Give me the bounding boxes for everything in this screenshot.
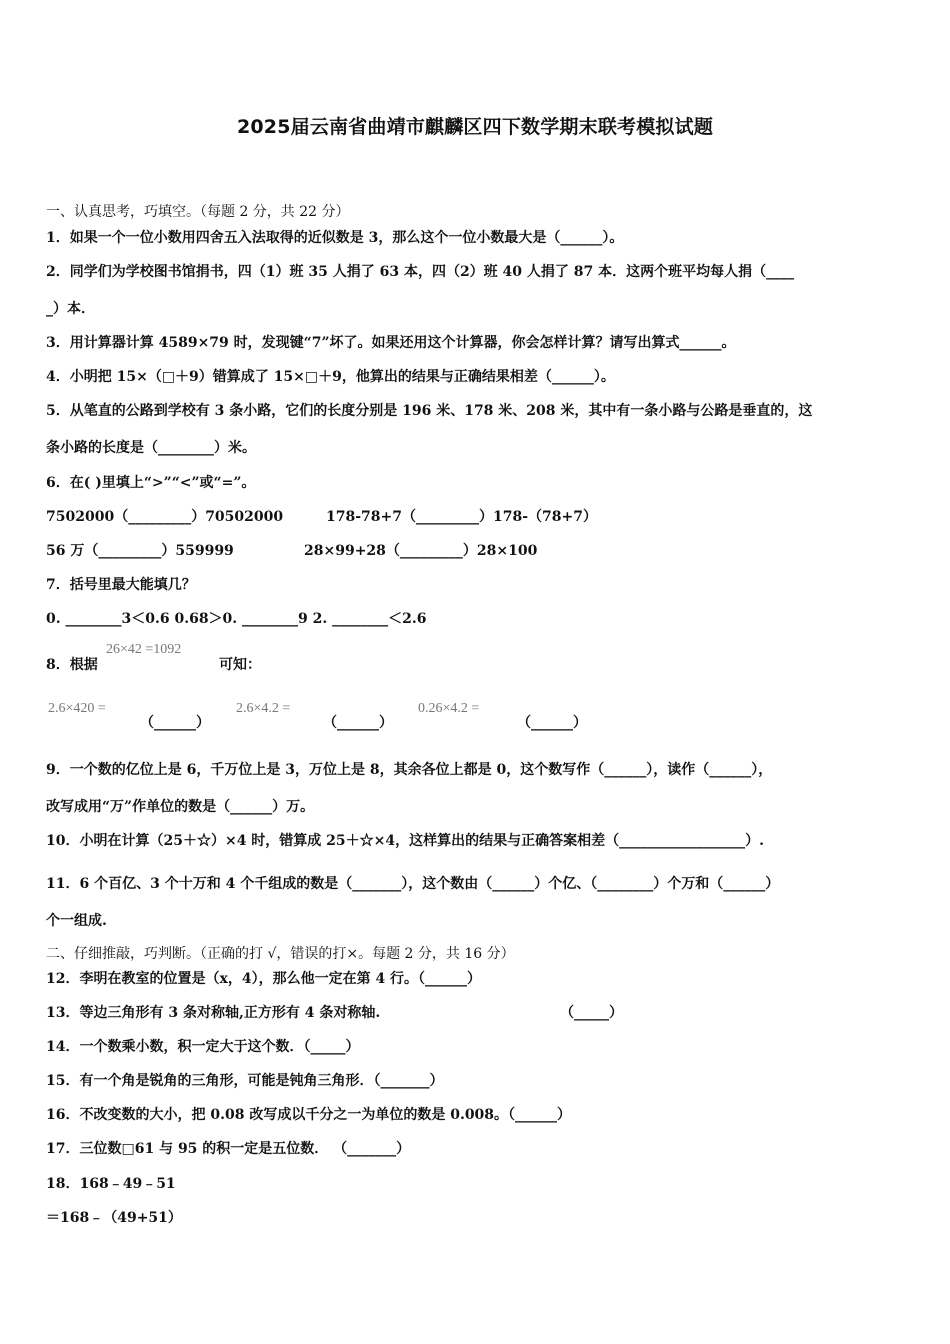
question-8-blank-3: （______） [517,715,587,731]
section-heading-1: 一、认真思考，巧填空。（每题 2 分，共 22 分） [46,204,350,220]
question-7: 7．括号里最大能填几？ [46,577,196,593]
question-2-line-2: _）本． [46,301,95,317]
question-5-line-1: 5．从笔直的公路到学校有 3 条小路，它们的长度分别是 196 米、178 米、208 米，其中有一条小路与公路是垂直的，这 [46,403,813,419]
question-18-line-1: 18．168﹣49﹣51 [46,1176,176,1192]
question-3: 3．用计算器计算 4589×79 时，发现键“7”坏了。如果还用这个计算器，你会怎样计算？请写出算式______。 [46,335,736,351]
question-6-item-4: 28×99+28（_________）28×100 [304,543,538,559]
section-heading-2: 二、仔细推敲，巧判断。（正确的打 √，错误的打×。每题 2 分，共 16 分） [46,946,515,962]
question-4: 4．小明把 15×（□＋9）错算成了 15×□＋9，他算出的结果与正确结果相差（______）。 [46,369,615,385]
question-14: 14．一个数乘小数，积一定大于这个数．（_____） [46,1039,360,1055]
question-6-item-1: 7502000（_________）70502000 [46,509,284,525]
question-10: 10．小明在计算（25＋☆）×4 时，错算成 25＋☆×4，这样算出的结果与正确答案相差（__________________）. [46,833,765,849]
question-8-expr-3: 0.26×4.2 = [418,701,480,716]
question-2-line-1: 2．同学们为学校图书馆捐书，四（1）班 35 人捐了 63 本，四（2）班 40 人捐了 87 本．这两个班平均每人捐（____ [46,264,795,280]
question-16: 16．不改变数的大小，把 0.08 改写成以千分之一为单位的数是 0.008。（______） [46,1107,572,1123]
question-9-line-1: 9．一个数的亿位上是 6，千万位上是 3，万位上是 8，其余各位上都是 0，这个数写作（______），读作（______）， [46,762,773,778]
question-12: 12．李明在教室的位置是（x，4），那么他一定在第 4 行。（______） [46,971,482,987]
question-8-prefix: 8．根据 [46,657,98,673]
question-13: 13．等边三角形有 3 条对称轴,正方形有 4 条对称轴. [46,1005,381,1021]
question-17: 17．三位数□61 与 95 的积一定是五位数． （_______） [46,1141,411,1157]
question-9-line-2: 改写成用“万”作单位的数是（______）万。 [46,799,315,815]
question-6-item-3: 56 万（_________）559999 [46,543,234,559]
question-11-line-2: 个一组成. [46,913,107,929]
question-5-line-2: 条小路的长度是（________）米。 [46,440,256,456]
question-13-blank: （_____） [560,1005,623,1021]
question-8-blank-1: （______） [140,715,210,731]
question-15: 15．有一个角是锐角的三角形，可能是钝角三角形．（_______） [46,1073,444,1089]
question-7-row: 0. ________3＜0.6 0.68＞0. ________9 2. ________＜2.6 [46,611,427,627]
question-8-expr-1: 2.6×420 = [48,701,106,716]
question-6: 6．在( )里填上“>”“<”或“=”。 [46,475,256,491]
page-title: 2025届云南省曲靖市麒麟区四下数学期末联考模拟试题 [236,116,714,138]
question-11-line-1: 11．6 个百亿、3 个十万和 4 个千组成的数是（_______），这个数由（______）个亿、（________）个万和（______） [46,876,780,892]
question-6-item-2: 178-78+7（_________）178-（78+7） [326,509,597,525]
question-1: 1．如果一个一位小数用四舍五入法取得的近似数是 3，那么这个一位小数最大是（______）。 [46,230,624,246]
question-8-suffix: 可知： [219,657,261,673]
question-8-expr-2: 2.6×4.2 = [236,701,291,716]
question-8-blank-2: （______） [323,715,393,731]
question-8-formula: 26×42 =1092 [106,642,182,657]
question-18-line-2: ＝168﹣（49+51） [46,1210,182,1226]
